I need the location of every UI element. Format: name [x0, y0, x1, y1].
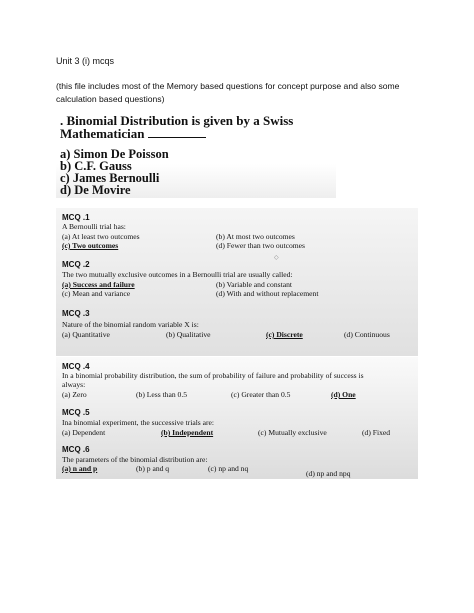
document-note: (this file includes most of the Memory based questions for concept purpose and also some calculation based questions): [56, 81, 400, 104]
intro-option-d: d) De Movire: [60, 183, 131, 197]
mcq2-option-c: (c) Mean and variance: [62, 289, 131, 298]
mcq5-option-a: (a) Dependent: [62, 428, 106, 437]
mcq1-option-b: (b) At most two outcomes: [216, 232, 295, 241]
mcq2-option-a: (a) Success and failure: [62, 280, 135, 289]
intro-option-b: b) C.F. Gauss: [60, 159, 132, 173]
mcq2-option-d: (d) With and without replacement: [216, 289, 319, 298]
mcq6-option-c: (c) np and nq: [208, 464, 249, 473]
mcq4-option-a: (a) Zero: [62, 390, 87, 399]
mcq1-question: A Bernoulli trial has:: [62, 222, 126, 231]
mcq5-option-b: (b) Independent: [161, 428, 214, 437]
mcq-block-2: [56, 357, 418, 479]
mcq6-option-d: (d) np and npq: [306, 469, 351, 478]
mcq1-option-a: (a) At least two outcomes: [62, 232, 140, 241]
mcq4-option-c: (c) Greater than 0.5: [231, 390, 291, 399]
intro-question-line1: . Binomial Distribution is given by a Swiss: [60, 113, 294, 128]
mcq3-label: MCQ .3: [62, 309, 90, 318]
mcq3-option-d: (d) Continuous: [344, 330, 390, 339]
intro-question-image: [56, 113, 336, 198]
mcq5-option-d: (d) Fixed: [362, 428, 391, 437]
mcq1-option-d: (d) Fewer than two outcomes: [216, 241, 305, 250]
mcq6-question: The parameters of the binomial distribution are:: [62, 455, 208, 464]
mcq6-option-b: (b) p and q: [136, 464, 170, 473]
speck-mark: ◇: [274, 255, 279, 261]
mcq4-question-line2: always:: [62, 380, 86, 389]
intro-option-a: a) Simon De Poisson: [60, 147, 169, 161]
document-title: Unit 3 (i) mcqs: [56, 56, 115, 66]
mcq2-label: MCQ .2: [62, 260, 90, 269]
mcq4-question-line1: In a binomial probability distribution, the sum of probability of failure and probability of success is: [62, 371, 364, 380]
mcq5-label: MCQ .5: [62, 408, 90, 417]
intro-question-line2: Mathematician: [60, 126, 145, 141]
mcq3-option-a: (a) Quantitative: [62, 330, 110, 339]
mcq3-option-c: (c) Discrete: [266, 330, 303, 339]
mcq5-question: Ina binomial experiment, the successive trials are:: [62, 418, 215, 427]
mcq2-question: The two mutually exclusive outcomes in a Bernoulli trial are usually called:: [62, 270, 293, 279]
intro-option-c: c) James Bernoulli: [60, 171, 160, 185]
answer-blank: [148, 128, 206, 138]
mcq4-label: MCQ .4: [62, 362, 90, 371]
mcq6-option-a: (a) n and p: [62, 464, 98, 473]
intro-question-text: [60, 114, 293, 140]
mcq6-label: MCQ .6: [62, 445, 90, 454]
mcq-block-1: [56, 208, 418, 356]
mcq4-option-b: (b) Less than 0.5: [136, 390, 188, 399]
mcq4-option-d: (d) One: [331, 390, 356, 399]
mcq5-option-c: (c) Mutually exclusive: [258, 428, 327, 437]
mcq3-option-b: (b) Qualitative: [166, 330, 211, 339]
mcq1-label: MCQ .1: [62, 213, 90, 222]
mcq3-question: Nature of the binomial random variable X is:: [62, 320, 199, 329]
mcq2-option-b: (b) Variable and constant: [216, 280, 292, 289]
mcq1-option-c: (c) Two outcomes: [62, 241, 119, 250]
